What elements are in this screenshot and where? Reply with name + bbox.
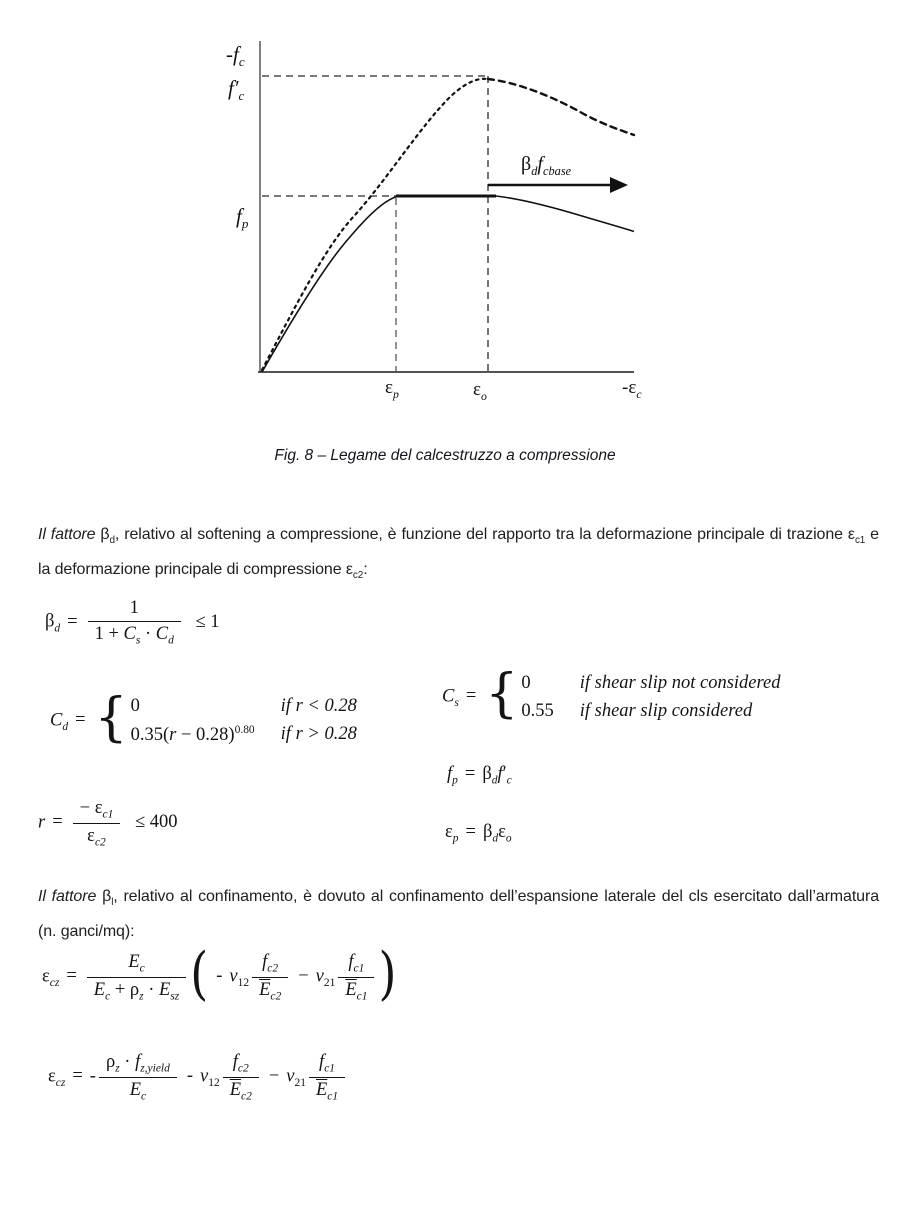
paragraph-lead-italic: Il fattore bbox=[38, 526, 101, 543]
fraction: $\frac{f_{c2}}{\overline{E}_{c2}}$ bbox=[223, 1052, 259, 1102]
formula-ecz-2: $\varepsilon_{cz}$ = - $\frac{\rho_z \cdot f_{z,yield}}{E_c}$ - $\nu_{12}$ $\frac{f_{c2}}{\overline{E}_{c2}}$ − $\nu_{21}$ $\frac{f_{c1}}{\overline{E}_{c1}}$ bbox=[48, 1052, 348, 1102]
curve-base-descending bbox=[488, 79, 634, 135]
y-axis-label-fc-prime: $f'_c$ bbox=[228, 76, 245, 104]
paragraph-lead-italic: Il fattore bbox=[38, 888, 103, 905]
paragraph-softening-factor: Il fattore $\beta_d$, relativo al softening a compressione, è funzione del rapporto tra la deformazione principale di trazione $\varepsilon_{c1}$ e la deformazione principale di compressione $\varepsilon_{c2}$: bbox=[38, 526, 879, 581]
cases-grid: 0 if r < 0.28 $0.35(r - 0.28)^{0.80}$ if r > 0.28 bbox=[130, 696, 357, 746]
fraction: $\frac{\rho_z \cdot f_{z,yield}}{E_c}$ bbox=[99, 1052, 177, 1102]
formula-ep: $\varepsilon_p = \beta_d\varepsilon_o$ bbox=[445, 822, 512, 845]
figure-caption: Fig. 8 – Legame del calcestruzzo a compressione bbox=[274, 447, 616, 464]
cs-symbol: C bbox=[442, 686, 455, 707]
y-axis-label-fp: $f_p$ bbox=[236, 204, 249, 232]
formula-beta-d: $\beta_d$ = $\frac{1}{1 + C_s \cdot C_d}$ ≤ 1 bbox=[45, 598, 220, 647]
formula-cd: $C_d$ = { 0 if r < 0.28 $0.35(r - 0.28)^{0.80}$ if r > 0.28 bbox=[50, 688, 357, 748]
fraction: $\frac{f_{c1}}{\overline{E}_{c1}}$ bbox=[309, 1052, 345, 1102]
fraction: $\frac{- \varepsilon_{c1}}{\varepsilon_{c2}}$ bbox=[73, 798, 121, 848]
x-axis-label-eo: $\varepsilon_o$ bbox=[473, 379, 487, 403]
cases-grid: 0 if shear slip not considered 0.55 if shear slip considered bbox=[521, 672, 781, 721]
formula-ecz-1: $\varepsilon_{cz}$ = $\frac{E_c}{E_c + \rho_z \cdot E_{sz}}$ ( - $\nu_{12}$ $\frac{f_{c2}}{\overline{E}_{c2}}$ − $\nu_{21}$ $\frac{f_{c1}}{\overline{E}_{c1}}$ ) bbox=[42, 939, 397, 1008]
figure-diagram bbox=[210, 35, 690, 427]
x-axis-label-ec: $-\varepsilon_c$ bbox=[622, 377, 642, 401]
y-axis-label-fc: $-f_c$ bbox=[226, 42, 245, 70]
formula-cs: $C_s$ = { 0 if shear slip not considered 0.55 if shear slip considered bbox=[442, 664, 781, 724]
left-brace: { bbox=[94, 688, 128, 748]
fraction: $\frac{f_{c1}}{\overline{E}_{c1}}$ bbox=[338, 952, 374, 1002]
formula-fp: $f_p = \beta_df'_c$ bbox=[447, 764, 512, 787]
fraction: $\frac{f_{c2}}{\overline{E}_{c2}}$ bbox=[252, 952, 288, 1002]
formula-r: r = $\frac{- \varepsilon_{c1}}{\varepsilon_{c2}}$ ≤ 400 bbox=[38, 798, 178, 849]
left-paren: ( bbox=[190, 939, 209, 1008]
curve-softened-descending bbox=[496, 196, 634, 232]
eps-c2-symbol: ε bbox=[345, 560, 353, 578]
cd-symbol: C bbox=[50, 710, 63, 731]
curve-softened-rising bbox=[262, 197, 397, 373]
x-axis-label-ep: $\varepsilon_p$ bbox=[385, 377, 399, 401]
arrow-label-beta-fcbase: $\beta_df_{cbase}$ bbox=[521, 153, 572, 178]
beta-arrow-head bbox=[610, 177, 628, 193]
beta-symbol: β bbox=[45, 611, 55, 632]
beta-d-symbol: β bbox=[100, 526, 110, 543]
fraction: $\frac{1}{1 + C_s \cdot C_d}$ bbox=[88, 598, 181, 647]
fraction: $\frac{E_c}{E_c + \rho_z \cdot E_{sz}}$ bbox=[87, 952, 186, 1002]
paragraph-confinement-factor: Il fattore $\beta_l$, relativo al confinamento, è dovuto al confinamento dell’espansione laterale del cls esercitato dall’armatura (n. ganci/mq): bbox=[38, 888, 879, 940]
left-brace: { bbox=[485, 664, 519, 724]
stress-strain-plot bbox=[210, 35, 690, 427]
curve-base-rising bbox=[262, 79, 488, 370]
beta-l-symbol: β bbox=[102, 888, 112, 905]
eps-c1-symbol: ε bbox=[847, 526, 855, 543]
right-paren: ) bbox=[378, 939, 397, 1008]
